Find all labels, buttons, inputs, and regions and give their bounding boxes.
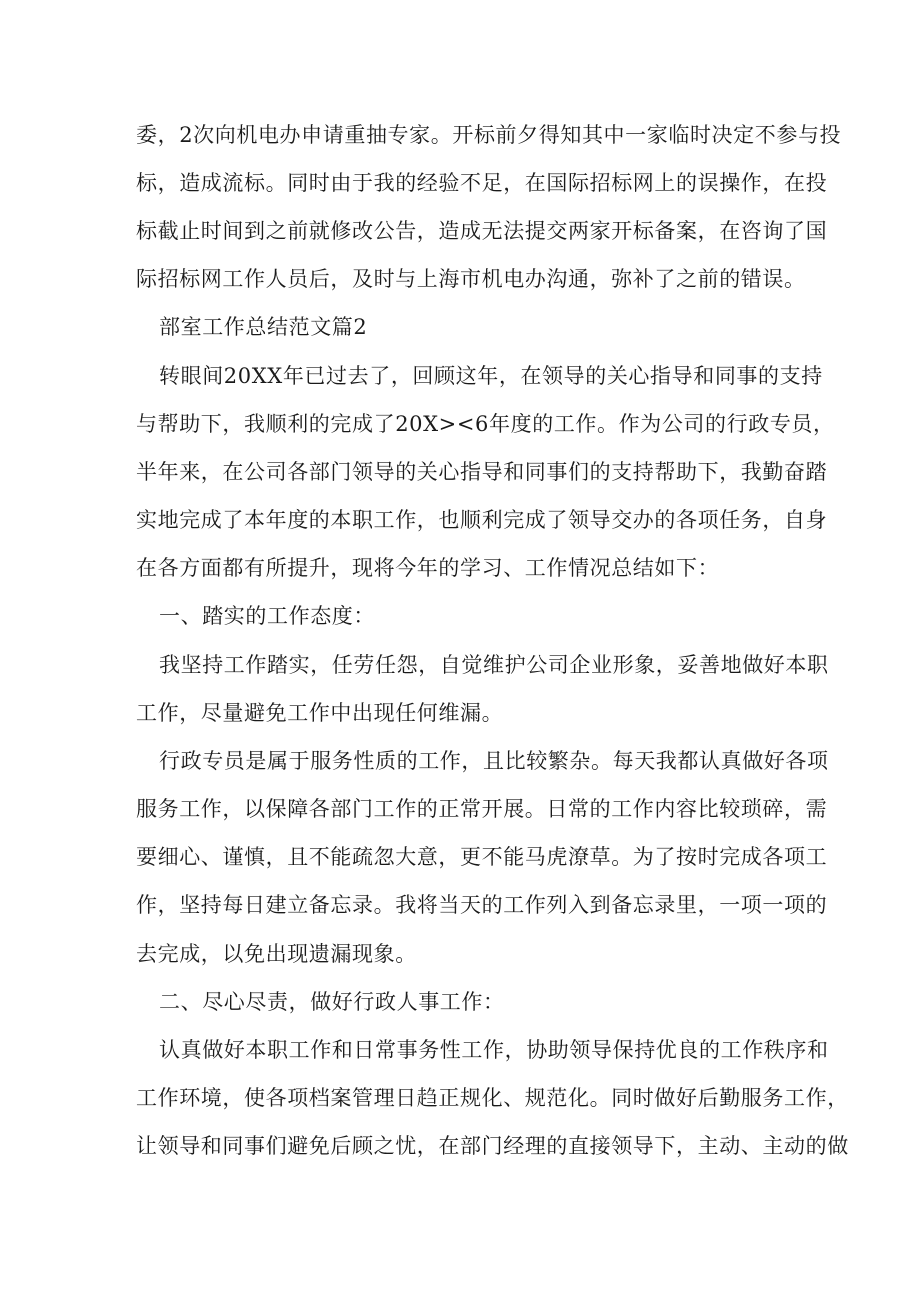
text-line: 让领导和同事们避免后顾之忧，在部门经理的直接领导下，主动、主动的做 — [136, 1134, 849, 1158]
text-line: 认真做好本职工作和日常事务性工作，协助领导保持优良的工作秩序和 — [159, 1038, 829, 1062]
text-line: 工作，尽量避免工作中出现任何维漏。 — [136, 701, 504, 725]
text-line: 标，造成流标。同时由于我的经验不足，在国际招标网上的误操作，在投 — [136, 171, 828, 195]
text-line: 半年来，在公司各部门领导的关心指导和同事们的支持帮助下，我勤奋踏 — [136, 460, 828, 484]
text-line: 在各方面都有所提升，现将今年的学习、工作情况总结如下： — [136, 556, 720, 580]
text-line: 行政专员是属于服务性质的工作，且比较繁杂。每天我都认真做好各项 — [159, 749, 829, 773]
section-heading: 一、踏实的工作态度： — [159, 604, 375, 628]
text-line: 标截止时间到之前就修改公告，造成无法提交两家开标备案，在咨询了国 — [136, 219, 828, 243]
text-line: 服务工作，以保障各部门工作的正常开展。日常的工作内容比较琐碎，需 — [136, 797, 828, 821]
section-heading: 部室工作总结范文篇2 — [159, 315, 368, 339]
section-heading: 二、尽心尽责，做好行政人事工作： — [159, 990, 505, 1014]
text-line: 际招标网工作人员后，及时与上海市机电办沟通，弥补了之前的错误。 — [136, 267, 806, 291]
text-line: 委，2次向机电办申请重抽专家。开标前夕得知其中一家临时决定不参与投 — [136, 123, 842, 147]
text-line: 转眼间20XX年已过去了，回顾这年，在领导的关心指导和同事的支持 — [159, 364, 823, 388]
text-line: 去完成，以免出现遗漏现象。 — [136, 942, 417, 966]
text-line: 要细心、谨慎，且不能疏忽大意，更不能马虎潦草。为了按时完成各项工 — [136, 845, 828, 869]
text-line: 实地完成了本年度的本职工作，也顺利完成了领导交办的各项任务，自身 — [136, 508, 828, 532]
text-line: 作，坚持每日建立备忘录。我将当天的工作列入到备忘录里，一项一项的 — [136, 893, 828, 917]
text-line: 与帮助下，我顺利的完成了20X><6年度的工作。作为公司的行政专员， — [136, 412, 835, 436]
text-line: 我坚持工作踏实，任劳任怨，自觉维护公司企业形象，妥善地做好本职 — [159, 653, 829, 677]
text-line: 工作环境，使各项档案管理日趋正规化、规范化。同时做好后勤服务工作， — [136, 1086, 849, 1110]
